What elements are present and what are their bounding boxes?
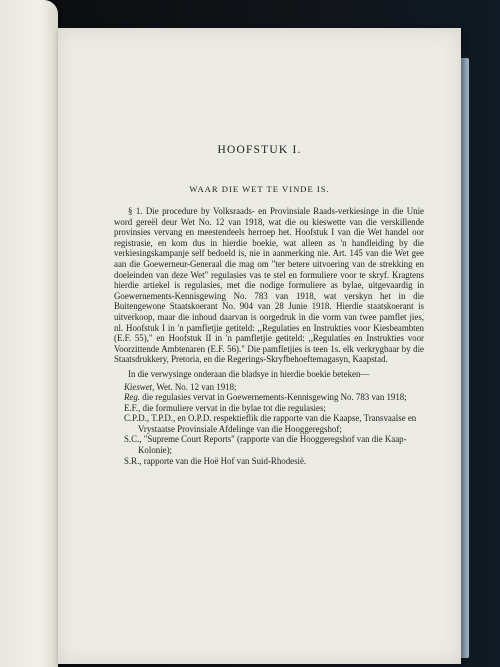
chapter-subheading: WAAR DIE WET TE VINDE IS. (189, 184, 330, 194)
abbreviation-definition: rapporte van die Hoë Hof van Suid-Rhodesië. (141, 455, 307, 466)
abbreviation-term: S.R., (124, 455, 142, 466)
abbreviation-term: Kieswet, (124, 381, 155, 392)
abbreviation-item (114, 456, 424, 467)
abbreviation-item (114, 434, 424, 455)
paragraph-2: In die verwysinge onderaan die bladsye in hierdie boekie beteken— (128, 368, 370, 379)
abbreviation-list (114, 382, 424, 467)
abbreviation-item (114, 382, 424, 393)
paragraph-1: § 1. Die procedure by Volksraads- en Provinsiale Raads-verkiesinge in die Unie word gereël deur Wet No. 12 van 1918, wat die ou kieswette van die verskillende provinsies vervang en meestendeels herroep het. Hoofstuk I van die Wet handel oor registrasie, en kom dus in hierdie boekie, wat alleen as 'n handleiding by die verkiesingskampanje self bedoeld is, nie in aanmerking nie. Art. 145 van die Wet gee aan die Goewerneur-Generaal die mag om "ter betere uitvoering van de strekking en doeleinden van deze Wet" regulasies vas te stel en formuliere voor te skryf. Kragtens hierdie artiekel is regulasies, met die nodige formuliere as bylae, uitgevaardig in Goewernements-Kennisgewing No. 783 van 1918, wat verskyn het in die Buitengewone Staatskoerant No. 904 van 28 Junie 1918. Hierdie staatskoerant is uitverkoop, maar die inhoud daarvan is oorgedruk in die vorm van twee pamflet jies, nl. Hoofstuk I in 'n pamfletjie getiteld: ,,Regulaties en Instrukties voor Kiesbeambten (E.F. 55)," en Hoofstuk II in 'n pamfletjie getiteld: ,,Regulaties en Instrukties voor Voorzittende Ambtenaren (E.F. 56)." Die pamfletjies is teen 1s. elk verkrygbaar by die Staatsdrukkery, Pretoria, en die Regerings-Skryfbehoeftemagasyn, Kaapstad. (114, 206, 424, 365)
facing-page (0, 0, 58, 667)
abbreviation-definition: respektieflik die rapporte van die Kaapse, Transvaalse en Vrystaatse Provinsiale Afdelinge van die Hooggeregshof; (138, 413, 417, 434)
abbreviation-definition: "Supreme Court Reports" (rapporte van die Hooggeregshof van die Kaap-Kolonie); (138, 434, 407, 456)
chapter-heading: HOOFSTUK I. (217, 144, 302, 156)
abbreviation-definition: die formuliere vervat in die bylae tot die regulasies; (140, 402, 326, 413)
book-page (58, 28, 461, 664)
page-body (114, 206, 424, 466)
abbreviation-definition: Wet. No. 12 van 1918; (154, 381, 237, 392)
abbreviation-term: C.P.D., T.P.D., en O.P.D. (124, 413, 212, 424)
abbreviation-term: Reg. (124, 392, 141, 403)
abbreviation-item (114, 413, 424, 434)
abbreviation-item (114, 392, 424, 403)
abbreviation-term: S.C., (124, 434, 142, 445)
abbreviation-definition: die regulasies vervat in Goewernements-Kennisgewing No. 783 van 1918; (140, 392, 407, 403)
abbreviation-item (114, 403, 424, 414)
abbreviation-term: E.F., (124, 402, 141, 413)
